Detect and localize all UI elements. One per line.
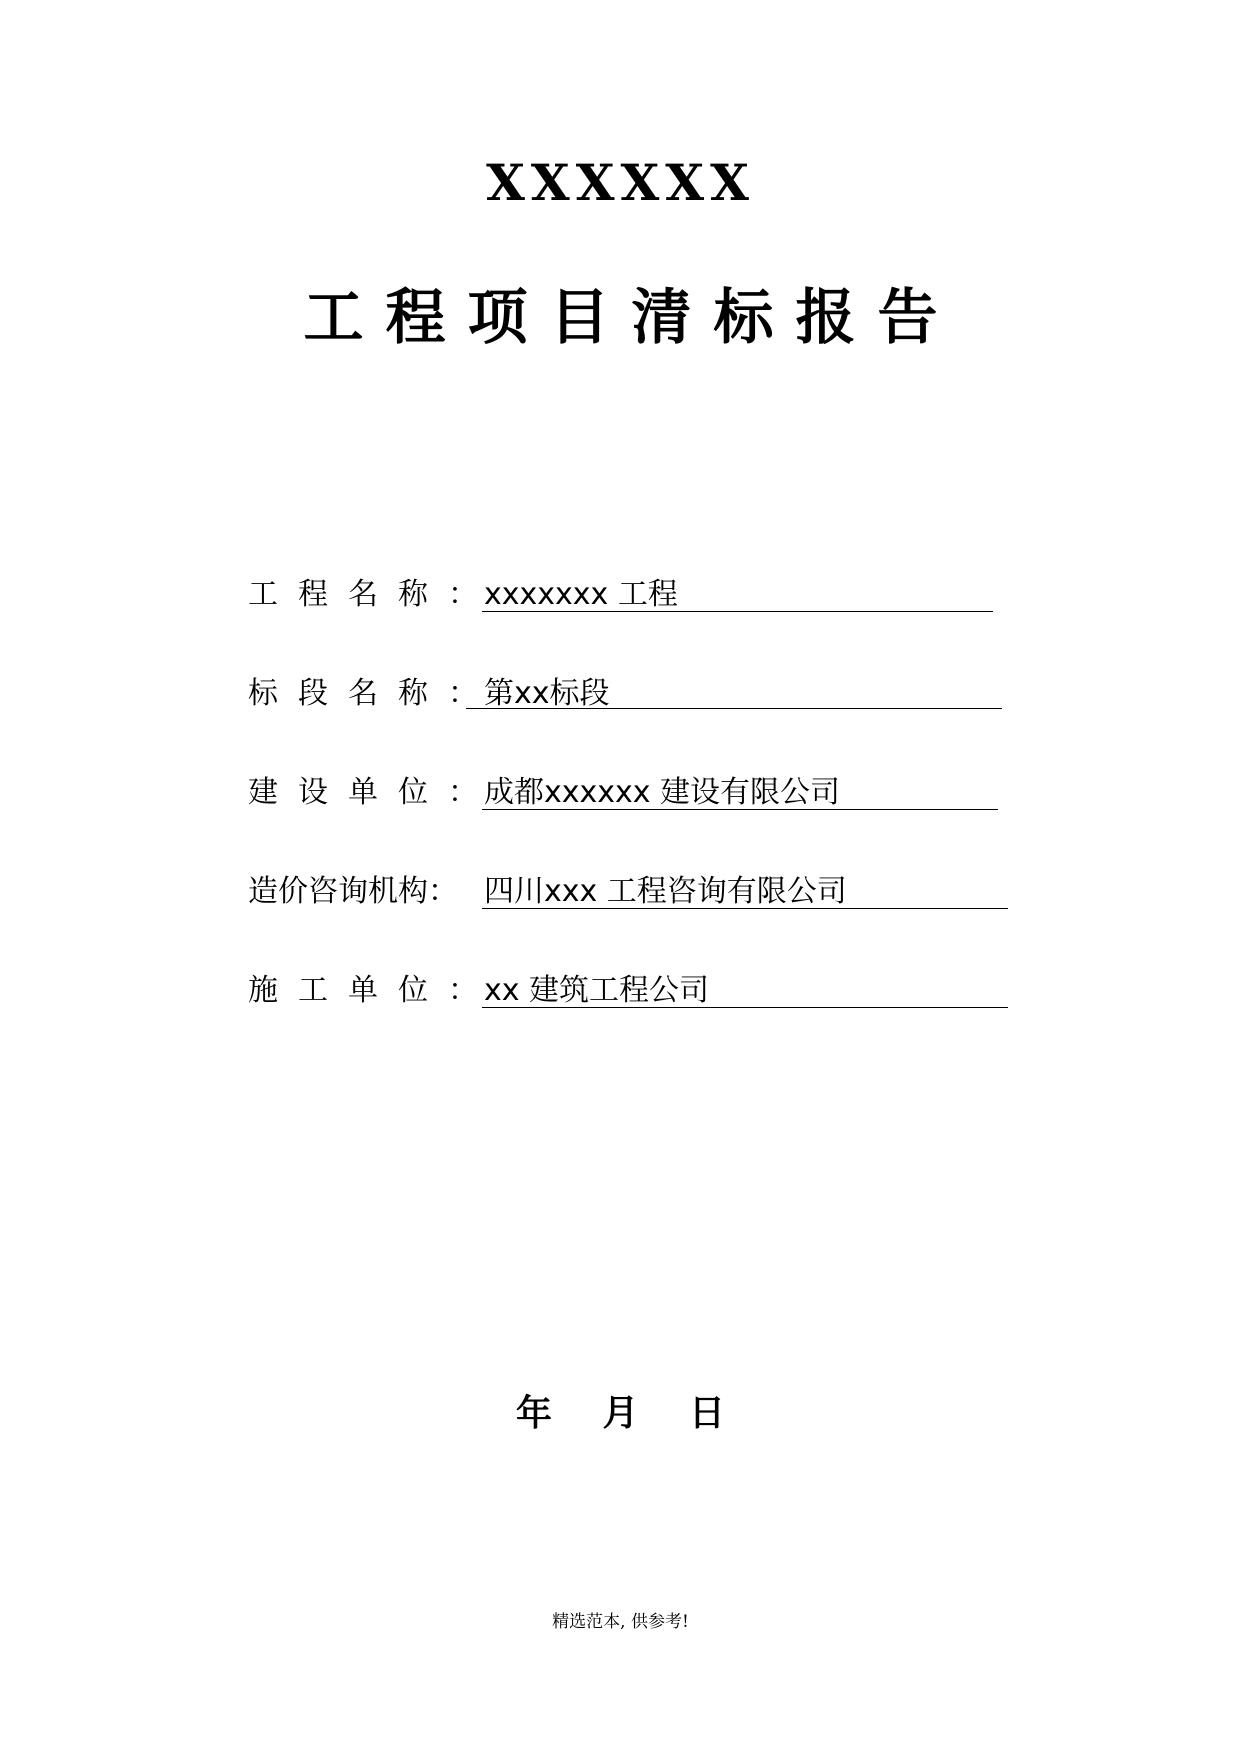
field-label: 标段名称： [248,676,498,711]
field-value: 四川xxx 工程咨询有限公司 [484,874,847,909]
field-cost-consulting-agency [248,870,1008,914]
field-label: 施工单位： [248,973,498,1008]
field-construction-unit [248,771,1008,815]
date-line: 年 月 日 [515,1393,726,1434]
field-value: 第xx标段 [484,676,610,711]
cover-title: XXXXXX [486,153,755,212]
field-section-name [248,672,1008,716]
field-underline [482,1007,1008,1008]
cover-subtitle: 工程项目清标报告 [303,283,960,353]
field-project-name [248,573,1008,617]
field-label: 工程名称： [248,577,498,612]
field-underline [482,908,1008,909]
field-underline [466,708,1002,709]
field-contractor [248,969,1008,1013]
field-underline [482,611,993,612]
field-value: xx 建筑工程公司 [484,973,710,1008]
field-value: 成都xxxxxx 建设有限公司 [484,775,841,810]
field-underline [482,809,998,810]
field-label: 建设单位： [248,775,498,810]
footer-note: 精选范本, 供参考! [552,1612,689,1632]
field-label: 造价咨询机构： [248,874,458,909]
field-value: xxxxxxx 工程 [484,577,678,612]
